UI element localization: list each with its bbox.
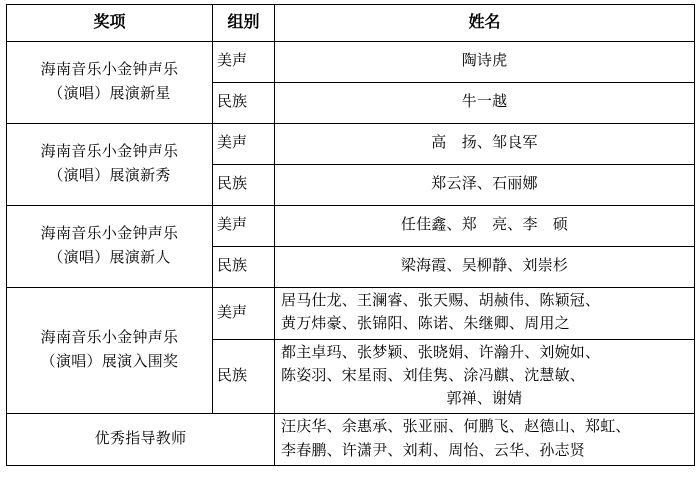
names-cell: 汪庆华、余惠承、张亚丽、何鹏飞、赵德山、郑虹、 李春鹏、许潇尹、刘莉、周怡、云华、孙志贤 — [275, 414, 695, 466]
award-cell: 海南音乐小金钟声乐 （演唱）展演新星 — [7, 42, 213, 124]
table-row — [7, 124, 695, 165]
names-cell: 居马仕龙、王澜睿、张天赐、胡赪伟、陈颖冠、 黄万炜豪、张锦阳、陈诺、朱继卿、周用之 — [275, 288, 695, 340]
group-cell: 民族 — [213, 247, 275, 288]
table-row — [7, 206, 695, 247]
table-row — [7, 414, 695, 466]
award-cell: 海南音乐小金钟声乐 （演唱）展演新秀 — [7, 124, 213, 206]
column-header-award: 奖项 — [7, 5, 213, 42]
column-header-group: 组别 — [213, 5, 275, 42]
table-row — [7, 42, 695, 83]
group-cell: 民族 — [213, 339, 275, 414]
group-cell: 美声 — [213, 42, 275, 83]
names-cell: 都主卓玛、张梦颖、张晓娟、许瀚升、刘婉如、 陈姿羽、宋星雨、刘佳隽、涂冯麒、沈慧敏、 郭禅、谢婧 — [275, 339, 695, 414]
names-cell: 任佳鑫、郑 亮、李 硕 — [275, 206, 695, 247]
names-cell: 梁海霞、吴柳静、刘崇杉 — [275, 247, 695, 288]
table-header — [7, 5, 695, 42]
names-cell: 牛一越 — [275, 83, 695, 124]
award-table — [6, 4, 695, 466]
group-cell: 民族 — [213, 165, 275, 206]
names-cell: 郑云泽、石丽娜 — [275, 165, 695, 206]
award-cell: 海南音乐小金钟声乐 （演唱）展演入围奖 — [7, 288, 213, 414]
table-header-row — [7, 5, 695, 42]
names-cell: 陶诗虎 — [275, 42, 695, 83]
table-row — [7, 288, 695, 340]
column-header-names: 姓名 — [275, 5, 695, 42]
award-cell: 优秀指导教师 — [7, 414, 275, 466]
group-cell: 美声 — [213, 124, 275, 165]
group-cell: 民族 — [213, 83, 275, 124]
award-cell: 海南音乐小金钟声乐 （演唱）展演新人 — [7, 206, 213, 288]
names-cell: 高 扬、邹良军 — [275, 124, 695, 165]
group-cell: 美声 — [213, 288, 275, 340]
table-body — [7, 42, 695, 466]
group-cell: 美声 — [213, 206, 275, 247]
